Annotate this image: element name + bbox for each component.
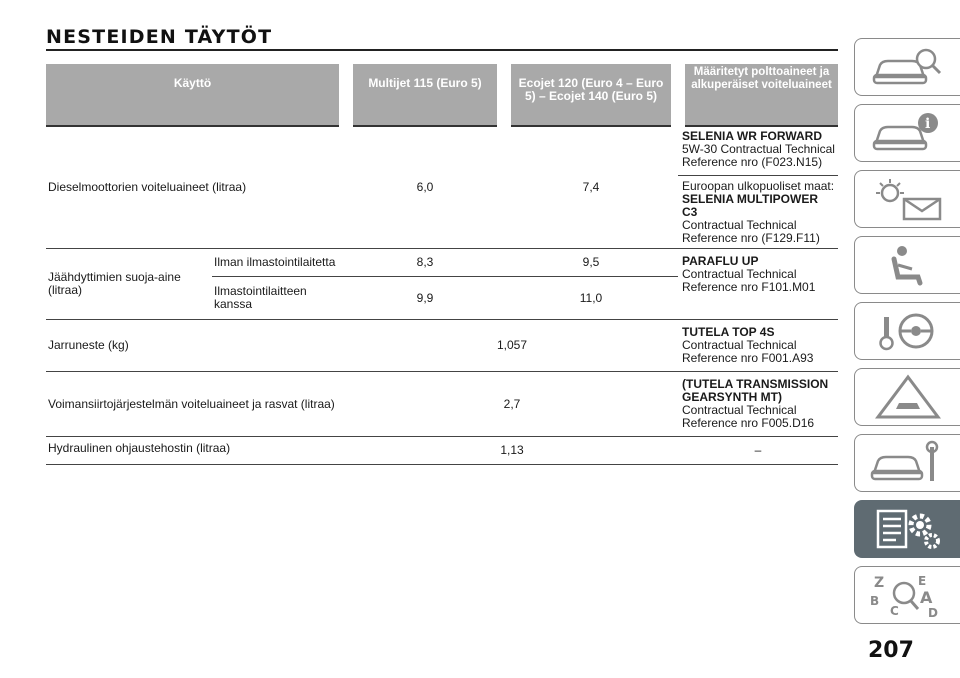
diesel-spec1-text: 5W-30 Contractual Technical Reference nro (F023.N15) [682, 142, 835, 169]
seat-airbag-icon [868, 241, 948, 289]
table-header-row [46, 64, 838, 126]
header-specs: Määritetyt polttoaineet ja alkuperäiset voiteluaineet [678, 64, 838, 126]
steering-spec: – [678, 437, 838, 465]
coolant-row2-multijet: 9,9 [346, 277, 504, 320]
steering-label: Hydraulinen ohjaustehostin (litraa) [46, 437, 346, 465]
chapter-tab-8[interactable] [854, 500, 960, 558]
svg-text:Z: Z [873, 575, 884, 591]
transmission-spec-text: Contractual Technical Reference nro F005.D16 [682, 403, 815, 430]
diesel-spec [678, 126, 838, 249]
chapter-tab-6[interactable] [854, 368, 960, 426]
coolant-row2-label: Ilmastointilaitteen kanssa [212, 277, 346, 320]
diesel-spec1-bold: SELENIA WR FORWARD [682, 129, 822, 143]
table-row [46, 437, 838, 465]
transmission-spec-bold: (TUTELA TRANSMISSION GEARSYNTH MT) [682, 377, 829, 404]
car-warning-triangle-icon [868, 373, 948, 421]
car-wrench-icon [868, 439, 948, 487]
page-number: 207 [868, 638, 914, 663]
diesel-spec2-bold: SELENIA MULTIPOWER C3 [682, 192, 818, 219]
table-row [46, 249, 838, 277]
coolant-spec-bold: PARAFLU UP [682, 254, 759, 268]
diesel-ecojet: 7,4 [504, 126, 678, 249]
car-search-icon [868, 43, 948, 91]
coolant-spec-text: Contractual Technical Reference nro F101.M01 [682, 267, 816, 294]
brake-spec [678, 320, 838, 372]
car-info-icon [868, 109, 948, 157]
steering-value: 1,13 [346, 437, 678, 465]
coolant-row2-ecojet: 11,0 [504, 277, 678, 320]
page-title: NESTEIDEN TÄYTÖT [46, 26, 273, 48]
steering-wheel-key-icon [868, 307, 948, 355]
diesel-multijet: 6,0 [346, 126, 504, 249]
fluids-table [46, 64, 838, 465]
header-multijet: Multijet 115 (Euro 5) [346, 64, 504, 126]
svg-text:i: i [924, 116, 930, 132]
brake-value: 1,057 [346, 320, 678, 372]
svg-text:E: E [917, 574, 926, 588]
transmission-label: Voimansiirtojärjestelmän voiteluaineet ja rasvat (litraa) [46, 372, 346, 437]
brake-spec-bold: TUTELA TOP 4S [682, 325, 775, 339]
warning-light-envelope-icon [868, 175, 948, 223]
spec-divider [678, 175, 838, 176]
alphabet-index-icon [868, 571, 948, 619]
specs-gear-icon [868, 505, 948, 553]
coolant-label: Jäähdyttimien suoja-aine (litraa) [46, 249, 212, 320]
coolant-row1-ecojet: 9,5 [504, 249, 678, 277]
diesel-spec2-text2: Contractual Technical Reference nro (F129.F11) [682, 218, 820, 245]
svg-text:D: D [927, 606, 938, 619]
table-row [46, 126, 838, 249]
brake-spec-text: Contractual Technical Reference nro F001.A93 [682, 338, 814, 365]
chapter-tab-1[interactable] [854, 38, 960, 96]
chapter-tab-5[interactable] [854, 302, 960, 360]
coolant-row1-label: Ilman ilmastointilaitetta [212, 249, 346, 277]
chapter-tab-7[interactable] [854, 434, 960, 492]
header-usage: Käyttö [46, 64, 346, 126]
chapter-tab-9[interactable] [854, 566, 960, 624]
svg-text:C: C [889, 604, 899, 618]
table-row [46, 372, 838, 437]
coolant-spec [678, 249, 838, 320]
table-row [46, 320, 838, 372]
brake-label: Jarruneste (kg) [46, 320, 346, 372]
transmission-value: 2,7 [346, 372, 678, 437]
svg-text:A: A [919, 588, 932, 607]
svg-text:B: B [869, 594, 879, 608]
diesel-label: Dieselmoottorien voiteluaineet (litraa) [46, 126, 346, 249]
header-ecojet: Ecojet 120 (Euro 4 – Euro 5) – Ecojet 140 (Euro 5) [504, 64, 678, 126]
title-rule [46, 49, 838, 51]
coolant-row1-multijet: 8,3 [346, 249, 504, 277]
transmission-spec [678, 372, 838, 437]
chapter-tab-2[interactable] [854, 104, 960, 162]
chapter-tab-3[interactable] [854, 170, 960, 228]
diesel-spec2-text: Euroopan ulkopuoliset maat: [682, 179, 835, 193]
chapter-tab-4[interactable] [854, 236, 960, 294]
